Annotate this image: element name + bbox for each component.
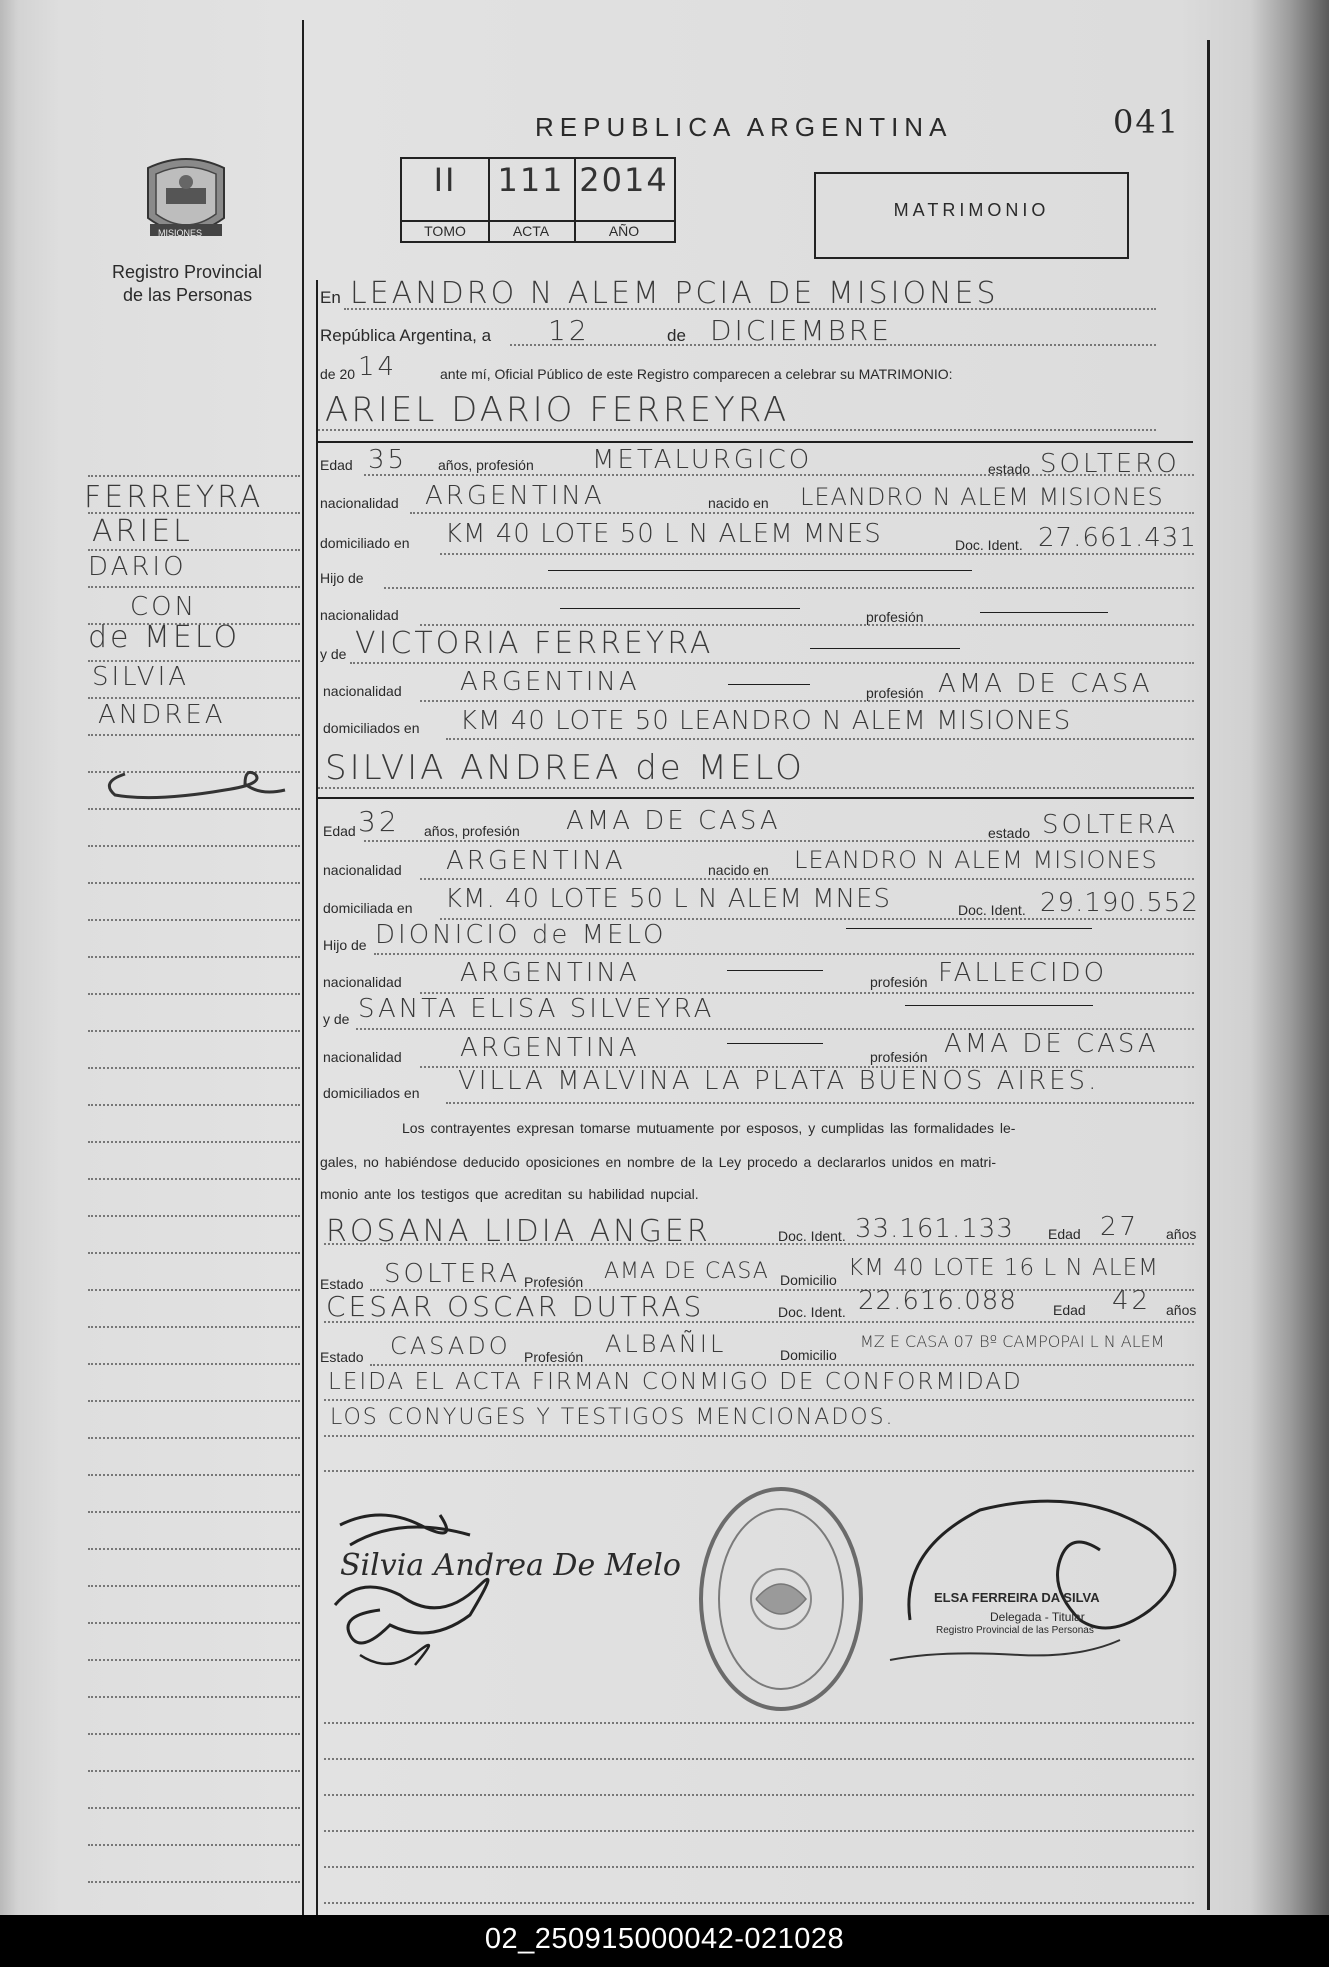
margin-rule — [88, 1807, 300, 1809]
tomo-value: II — [433, 161, 457, 199]
bride-anos-label: años, profesión — [424, 823, 520, 839]
bride-father-nationality: ARGENTINA — [460, 958, 640, 988]
margin-rule — [88, 1585, 300, 1587]
bride-nacido-label: nacido en — [708, 862, 769, 878]
witness2-anos-label: años — [1166, 1302, 1197, 1318]
record-number-box — [400, 157, 676, 243]
bride-age: 32 — [358, 805, 400, 838]
blank-dash — [810, 648, 960, 649]
anio-cell — [574, 159, 674, 241]
witness1-edad-label: Edad — [1048, 1226, 1081, 1242]
rule — [446, 738, 1194, 740]
rule — [364, 474, 1194, 476]
bride-mother-nat-label: nacionalidad — [323, 1049, 402, 1065]
bride-mother-nationality: ARGENTINA — [460, 1033, 640, 1063]
bottom-rule — [324, 1794, 1194, 1796]
bride-edad-label: Edad — [323, 823, 356, 839]
bride-yde-label: y de — [323, 1011, 350, 1027]
groom-mother: VICTORIA FERREYRA — [355, 626, 714, 661]
groom-parents-dom-label: domiciliados en — [323, 720, 420, 736]
rule — [318, 787, 1194, 789]
en-label: En — [320, 288, 341, 307]
witness1-age: 27 — [1100, 1212, 1140, 1242]
rule — [324, 1243, 1194, 1245]
witness1-profesion-label: Profesión — [524, 1274, 584, 1290]
rule — [446, 1102, 1194, 1104]
official-role: Delegada - Titular — [990, 1610, 1085, 1624]
margin-rule — [88, 1215, 300, 1217]
rule — [510, 344, 1156, 346]
witness2-doc-number: 22.616.088 — [858, 1286, 1017, 1316]
bottom-rule — [324, 1758, 1194, 1760]
rule — [324, 1399, 1194, 1401]
acta-label: ACTA — [488, 220, 574, 241]
witness1-name: ROSANA LIDIA ANGER — [326, 1214, 711, 1249]
bride-parents-address: VILLA MALVINA LA PLATA BUENOS AIRES. — [458, 1066, 1100, 1096]
margin-rule — [88, 1289, 300, 1291]
registry-name-1: Registro Provincial — [112, 262, 263, 282]
witness2-address: MZ E CASA 07 Bº CAMPOPAI L N ALEM — [860, 1332, 1165, 1351]
left-content-border — [316, 280, 318, 1915]
official-name: ELSA FERREIRA DA SILVA — [934, 1590, 1100, 1605]
marriage-month: DICIEMBRE — [710, 314, 892, 347]
margin-rule — [88, 1363, 300, 1365]
blank-dash — [905, 1005, 1093, 1006]
groom-birthplace: LEANDRO N ALEM MISIONES — [800, 483, 1164, 511]
margin-rule — [88, 845, 300, 847]
groom-doc-label: Doc. Ident. — [955, 537, 1023, 553]
witness2-domicilio-label: Domicilio — [780, 1347, 837, 1363]
rule — [324, 1435, 1194, 1437]
groom-doc-number: 27.661.431 — [1038, 523, 1197, 553]
bride-estado-label: estado — [988, 825, 1031, 841]
margin-rule — [88, 1252, 300, 1254]
margin-rule — [88, 1770, 300, 1772]
tomo-label: TOMO — [402, 220, 488, 241]
rule — [410, 512, 1194, 514]
margin-rule — [88, 475, 300, 477]
witness2-profesion-label: Profesión — [524, 1349, 584, 1365]
groom-estado: SOLTERO — [1040, 449, 1180, 479]
groom-yde-label: y de — [320, 646, 347, 662]
margin-rule — [88, 1178, 300, 1180]
blank-dash — [727, 970, 823, 971]
witness2-name: CESAR OSCAR DUTRAS — [326, 1290, 705, 1323]
bride-parents-dom-label: domiciliados en — [323, 1085, 420, 1101]
rule — [324, 1321, 1194, 1323]
witness1-estado-label: Estado — [320, 1276, 364, 1292]
margin-name-4: CON — [130, 592, 198, 622]
bride-father-nat-label: nacionalidad — [323, 974, 402, 990]
closing-line-1: LEIDA EL ACTA FIRMAN CONMIGO DE CONFORMIDAD — [328, 1369, 1023, 1395]
republica-label: República Argentina, a — [320, 326, 492, 345]
tomo-cell — [402, 159, 490, 241]
bride-address: KM. 40 LOTE 50 L N ALEM MNES — [445, 884, 891, 914]
registry-name-2: de las Personas — [123, 285, 253, 305]
bottom-rule — [324, 1722, 1194, 1724]
groom-parents-address: KM 40 LOTE 50 LEANDRO N ALEM MISIONES — [460, 706, 1072, 736]
marriage-place: LEANDRO N ALEM PCIA DE MISIONES — [350, 276, 999, 311]
margin-rule — [88, 882, 300, 884]
document-type: MATRIMONIO — [893, 200, 1050, 220]
bottom-rule — [324, 1902, 1194, 1904]
bride-father-profession: FALLECIDO — [938, 958, 1108, 988]
margin-name-6: SILVIA — [92, 662, 190, 692]
groom-age: 35 — [368, 445, 408, 475]
groom-hijo-label: Hijo de — [320, 570, 364, 586]
bottom-rule — [324, 1830, 1194, 1832]
groom-mother-nat-label: nacionalidad — [323, 683, 402, 699]
groom-profession: METALURGICO — [592, 445, 813, 475]
bride-mother-prof-label: profesión — [870, 1049, 928, 1065]
de-label: de — [667, 326, 686, 345]
margin-rule — [88, 697, 300, 699]
margin-rule — [88, 1881, 300, 1883]
blank-dash — [846, 928, 1092, 929]
official-signature — [880, 1490, 1200, 1670]
bride-hijo-label: Hijo de — [323, 937, 367, 953]
witness1-domicilio-label: Domicilio — [780, 1272, 837, 1288]
margin-rule — [88, 1067, 300, 1069]
bride-mother-profession: AMA DE CASA — [944, 1029, 1159, 1059]
bottom-rule — [324, 1470, 1194, 1472]
rule — [350, 662, 1194, 664]
margin-rule — [88, 1437, 300, 1439]
groom-anos-label: años, profesión — [438, 457, 534, 473]
bride-profession: AMA DE CASA — [566, 806, 781, 836]
margin-rule — [88, 1141, 300, 1143]
witness2-edad-label: Edad — [1053, 1302, 1086, 1318]
groom-name: ARIEL DARIO FERREYRA — [325, 390, 790, 430]
bottom-rule — [324, 1866, 1194, 1868]
groom-nacionalidad-label: nacionalidad — [320, 495, 399, 511]
margin-rule — [88, 1104, 300, 1106]
groom-nationality: ARGENTINA — [425, 481, 605, 511]
rule — [370, 1364, 1194, 1366]
bride-doc-label: Doc. Ident. — [958, 902, 1026, 918]
margin-rule — [88, 1622, 300, 1624]
bride-father: DIONICIO de MELO — [375, 920, 667, 950]
margin-rule — [88, 549, 300, 551]
margin-rule — [88, 1696, 300, 1698]
witness1-doc-label: Doc. Ident. — [778, 1228, 846, 1244]
witness2-estado: CASADO — [390, 1332, 511, 1360]
margin-rule — [88, 734, 300, 736]
margin-name-5: de MELO — [88, 620, 241, 655]
acta-value: 111 — [497, 161, 565, 199]
rule — [420, 878, 1194, 880]
bride-mother: SANTA ELISA SILVEYRA — [358, 994, 715, 1024]
country-title: REPUBLICA ARGENTINA — [535, 112, 953, 142]
groom-mother-nationality: ARGENTINA — [460, 667, 640, 697]
right-content-border — [1207, 40, 1210, 1910]
margin-rule — [88, 1511, 300, 1513]
margin-name-2: ARIEL — [92, 514, 193, 549]
margin-name-3: DARIO — [88, 552, 187, 582]
blank-dash — [560, 608, 800, 609]
seal-label: MISIONES — [158, 228, 203, 238]
formal-text-line-3: monio ante los testigos que acreditan su habilidad nupcial. — [320, 1186, 699, 1202]
witness2-estado-label: Estado — [320, 1349, 364, 1365]
rule — [384, 587, 1194, 589]
witness2-doc-label: Doc. Ident. — [778, 1304, 846, 1320]
blank-dash — [727, 1043, 823, 1044]
witness1-profession: AMA DE CASA — [604, 1259, 769, 1284]
groom-father-nat-label: nacionalidad — [320, 607, 399, 623]
margin-rule — [88, 1733, 300, 1735]
margin-rule — [88, 1326, 300, 1328]
anio-label: AÑO — [574, 220, 674, 241]
margin-divider — [302, 20, 304, 1915]
section-divider — [318, 797, 1194, 799]
margin-rule — [88, 1548, 300, 1550]
blank-dash — [980, 612, 1108, 613]
witness2-age: 42 — [1112, 1286, 1152, 1316]
bride-birthplace: LEANDRO N ALEM MISIONES — [794, 846, 1158, 874]
rule — [344, 308, 1156, 310]
groom-nacido-label: nacido en — [708, 495, 769, 511]
bride-nationality: ARGENTINA — [446, 846, 626, 876]
groom-edad-label: Edad — [320, 457, 353, 473]
margin-name-1: FERREYRA — [84, 480, 264, 515]
witness1-anos-label: años — [1166, 1226, 1197, 1242]
marriage-year-suffix: 14 — [358, 352, 398, 382]
margin-rule — [88, 993, 300, 995]
witness1-address: KM 40 LOTE 16 L N ALEM — [848, 1255, 1159, 1281]
margin-rule — [88, 1844, 300, 1846]
folio-number: 041 — [1113, 103, 1181, 141]
closing-line-2: LOS CONYUGES Y TESTIGOS MENCIONADOS. — [330, 1405, 895, 1430]
official-office: Registro Provincial de las Personas — [936, 1625, 1094, 1636]
year-prefix: de 20 — [320, 366, 356, 382]
bride-estado: SOLTERA — [1042, 810, 1178, 840]
margin-flourish-icon — [95, 760, 290, 810]
groom-mother-prof-label: profesión — [866, 685, 924, 701]
groom-signature — [320, 1505, 530, 1680]
bride-nacionalidad-label: nacionalidad — [323, 862, 402, 878]
anio-value: 2014 — [579, 161, 669, 199]
rule — [440, 553, 1194, 555]
margin-rule — [88, 1030, 300, 1032]
witness1-estado: SOLTERA — [384, 1259, 520, 1289]
groom-estado-label: estado — [988, 461, 1031, 477]
margin-rule — [88, 1659, 300, 1661]
image-id-label: 02_250915000042-021028 — [484, 1923, 845, 1955]
margin-rule — [88, 919, 300, 921]
bride-father-prof-label: profesión — [870, 974, 928, 990]
rule — [364, 840, 1194, 842]
groom-address: KM 40 LOTE 50 L N ALEM MNES — [445, 519, 882, 549]
margin-name-7: ANDREA — [98, 700, 226, 730]
rule — [374, 953, 1194, 955]
rule — [420, 700, 1194, 702]
groom-father-prof-label: profesión — [866, 609, 924, 625]
blank-dash — [548, 570, 972, 571]
groom-domicilio-label: domiciliado en — [320, 535, 410, 551]
margin-rule — [88, 1474, 300, 1476]
rule — [318, 429, 1156, 431]
witness2-profession: ALBAÑIL — [605, 1330, 727, 1358]
matrimonio-box — [814, 172, 1129, 259]
formal-text-line-1: Los contrayentes expresan tomarse mutuamente por esposos, y cumplidas las formalidades le- — [402, 1120, 1016, 1136]
acta-cell — [488, 159, 576, 241]
bride-domicilio-label: domiciliada en — [323, 900, 413, 916]
margin-rule — [88, 586, 300, 588]
bride-signature: Silvia Andrea De Melo — [340, 1548, 681, 1583]
marriage-day: 12 — [548, 314, 590, 347]
witness1-doc-number: 33.161.133 — [855, 1214, 1014, 1244]
groom-mother-profession: AMA DE CASA — [938, 669, 1153, 699]
section-divider — [318, 441, 1193, 443]
official-stamp-icon — [696, 1484, 866, 1714]
margin-rule — [88, 956, 300, 958]
ante-text: ante mí, Oficial Público de este Registro comparecen a celebrar su MATRIMONIO: — [440, 366, 953, 382]
margin-rule — [88, 1400, 300, 1402]
bride-name: SILVIA ANDREA de MELO — [325, 748, 805, 788]
bride-doc-number: 29.190.552 — [1040, 888, 1199, 918]
blank-dash — [728, 684, 810, 685]
formal-text-line-2: gales, no habiéndose deducido oposiciones en nombre de la Ley procedo a declararlos unidos en matri- — [320, 1154, 996, 1170]
